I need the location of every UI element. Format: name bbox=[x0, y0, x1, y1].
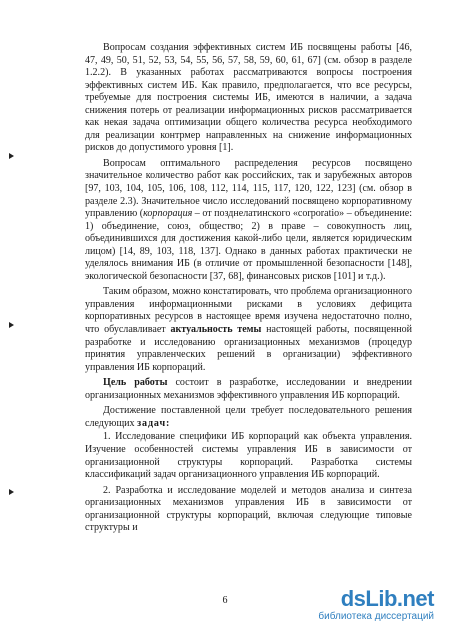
paragraph-relevance: Таким образом, можно констатировать, что проблема организационного управления информационными рисками в условиях дефицита корпоративных ресурсов в настоящее время изучена недостаточно полно, что обуславливает актуальность темы настоящей работы, посвященной разработке и исследованию организационных механизмов (процедур принятия управленческих решений в организации) эффективного управления ИБ корпораций. bbox=[85, 286, 412, 373]
paragraph-goal: Цель работы состоит в разработке, исследовании и внедрении организационных механизмов эффективного управления ИБ корпораций. bbox=[85, 377, 412, 401]
term-goal: Цель работы bbox=[103, 377, 168, 389]
margin-marker-icon bbox=[9, 489, 14, 495]
paragraph-related-works: Вопросам создания эффективных систем ИБ посвящены работы [46, 47, 49, 50, 51, 52, 53, 54, 55, 56, 57, 58, 59, 60, 61, 67] (см. обзор в разделе 1.2.2). В указанных работах рассматриваются вопросы построения эффективных систем ИБ. Как правило, предполагается, что все ресурсы, требуемые для построения системы ИБ, имеются в наличии, а задача снижения потерь от реализации информационных рисков рассматривается как некая задача оптимизации общего количества ресурса необходимого для реализации контрмер направленных на снижение информационных рисков до допустимого уровня [1]. bbox=[85, 42, 412, 154]
term-tasks: задач bbox=[137, 417, 167, 429]
list-item-task-2: 2. Разработка и исследование моделей и методов анализа и синтеза организационных механизмов управления ИБ в зависимости от организационной структуры корпораций, включая следующие типовые структуры и bbox=[85, 484, 412, 534]
watermark bbox=[306, 586, 436, 626]
list-item-task-1: 1. Исследование специфики ИБ корпораций как объекта управления. Изучение особенностей системы управления ИБ в зависимости от организационной структуры корпораций. Разработка системы классификаций задач организационного управления ИБ корпораций. bbox=[85, 431, 412, 481]
margin-marker-icon bbox=[9, 153, 14, 159]
watermark-logo: dsLib.net bbox=[340, 586, 434, 611]
page-number: 6 bbox=[222, 595, 228, 606]
margin-marker-icon bbox=[9, 322, 14, 328]
watermark-caption: библиотека диссертаций bbox=[318, 611, 434, 622]
paragraph-tasks-intro: Достижение поставленной цели требует последовательного решения следующих задач: bbox=[85, 405, 412, 429]
paragraph-resource-allocation: Вопросам оптимального распределения ресурсов посвящено значительное количество работ как российских, так и зарубежных авторов [97, 103, 104, 105, 106, 108, 112, 114, 115, 117, 120, 122, 123] (см. обзор в разделе 2.3). Значительное число исследований посвящено корпоративному управлению (корпорация – от позднелатинского «corporatio» – объединение: 1) объединение, союз, общество; 2) в праве – совокупность лиц, объединившихся для достижения какой-либо цели, является юридическим лицом) [14, 89, 103, 118, 137]. Однако в данных работах практически не уделялось внимания ИБ (в отличие от промышленной безопасности [148], экологической безопасности [37, 68], финансовых рисков [101] и т.д.). bbox=[85, 157, 412, 282]
document-body bbox=[85, 42, 412, 538]
term-corporation: корпорация bbox=[143, 208, 193, 220]
term-relevance: актуальность темы bbox=[170, 324, 262, 336]
